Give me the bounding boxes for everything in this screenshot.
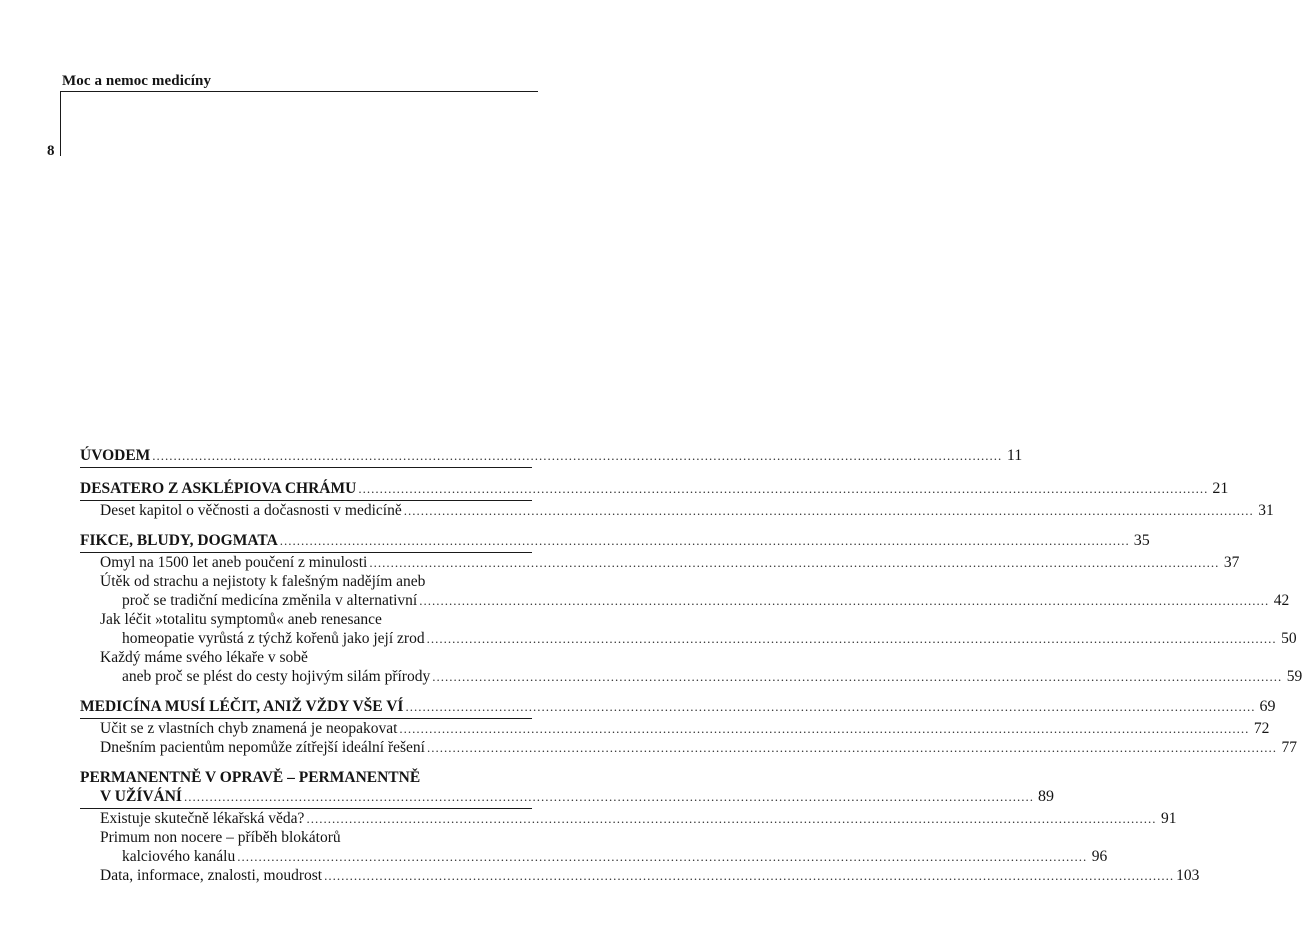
- toc-section: [80, 768, 1054, 809]
- toc-page-number: 11: [1006, 447, 1023, 464]
- toc-entry-title: DESATERO Z ASKLÉPIOVA CHRÁMU: [80, 480, 357, 497]
- toc-subentry: [100, 809, 1177, 828]
- dot-leader: ........................................................................................................................................................................................................: [426, 631, 1277, 646]
- toc-entry-title: Dnešním pacientům nepomůže zítřejší ideální řešení: [100, 739, 425, 756]
- toc-page-number: 77: [1281, 739, 1297, 756]
- dot-leader: ........................................................................................................................................................................................................: [426, 740, 1277, 755]
- toc-section: [80, 479, 1229, 501]
- toc-page-number: 89: [1037, 788, 1054, 805]
- toc-entry-title: V UŽÍVÁNÍ: [100, 788, 182, 805]
- toc-entry-title: Primum non nocere – příběh blokátorů: [100, 829, 341, 846]
- toc-page-number: 42: [1273, 592, 1290, 609]
- dot-leader: ........................................................................................................................................................................................................: [152, 448, 1003, 463]
- toc-entry-title: Deset kapitol o věčnosti a dočasnosti v medicíně: [100, 502, 402, 519]
- page-number: 8: [47, 143, 55, 159]
- header-rule: [60, 91, 538, 92]
- toc-subentry: [100, 866, 1200, 885]
- toc-section: [80, 697, 1276, 719]
- section-rule: [80, 467, 532, 468]
- toc-entry-title: Učit se z vlastních chyb znamená je neopakovat: [100, 720, 398, 737]
- dot-leader: ........................................................................................................................................................................................................: [358, 481, 1209, 496]
- toc-entry-title: homeopatie vyrůstá z týchž kořenů jako její zrod: [122, 630, 425, 647]
- toc-entry-title: Data, informace, znalosti, moudrost: [100, 867, 323, 884]
- toc-entry-title: Útěk od strachu a nejistoty k falešným nadějím aneb: [100, 573, 426, 590]
- toc-subentry: [100, 501, 1274, 520]
- dot-leader: ........................................................................................................................................................................................................: [279, 533, 1130, 548]
- toc-page-number: 91: [1160, 810, 1177, 827]
- running-title: Moc a nemoc medicíny: [62, 73, 212, 89]
- toc-subentry: [100, 553, 1240, 572]
- toc-section: [80, 446, 1023, 468]
- toc-page-number: 50: [1281, 630, 1297, 647]
- margin-rule: [60, 92, 61, 156]
- toc-entry-title: FIKCE, BLUDY, DOGMATA: [80, 532, 278, 549]
- dot-leader: ........................................................................................................................................................................................................: [306, 811, 1157, 826]
- toc-entry-title: kalciového kanálu: [122, 848, 236, 865]
- toc-subentry: [100, 648, 1302, 686]
- toc-entry-title: MEDICÍNA MUSÍ LÉČIT, ANIŽ VŽDY VŠE VÍ: [80, 698, 404, 715]
- toc-entry-title: Omyl na 1500 let aneb poučení z minulosti: [100, 554, 368, 571]
- toc-entry-title: ÚVODEM: [80, 447, 151, 464]
- dot-leader: ........................................................................................................................................................................................................: [405, 699, 1256, 714]
- toc-entry-title: proč se tradiční medicína změnila v alternativní: [122, 592, 418, 609]
- toc-page-number: 31: [1258, 502, 1274, 519]
- toc-page-number: 59: [1286, 668, 1302, 685]
- toc-page-number: 37: [1223, 554, 1240, 571]
- toc-page-number: 72: [1253, 720, 1270, 737]
- toc-subentry: [100, 828, 1108, 866]
- dot-leader: ........................................................................................................................................................................................................: [324, 868, 1175, 883]
- toc-subentry: [100, 738, 1297, 757]
- dot-leader: ........................................................................................................................................................................................................: [403, 503, 1254, 518]
- toc-page-number: 35: [1133, 532, 1150, 549]
- toc-subentry: [100, 719, 1270, 738]
- dot-leader: ........................................................................................................................................................................................................: [237, 849, 1088, 864]
- dot-leader: ........................................................................................................................................................................................................: [183, 789, 1034, 804]
- toc-page-number: 21: [1212, 480, 1229, 497]
- toc-subentry: [100, 610, 1297, 648]
- toc-entry-title: PERMANENTNĚ V OPRAVĚ – PERMANENTNĚ: [80, 769, 421, 786]
- toc-page-number: 96: [1091, 848, 1108, 865]
- dot-leader: ........................................................................................................................................................................................................: [419, 593, 1270, 608]
- toc-entry-title: aneb proč se plést do cesty hojivým silám přírody: [122, 668, 431, 685]
- toc-page-number: 69: [1259, 698, 1276, 715]
- toc-page-number: 103: [1176, 867, 1200, 884]
- toc-entry-title: Existuje skutečně lékařská věda?: [100, 810, 305, 827]
- toc-subentry: [100, 572, 1290, 610]
- toc-entry-title: Jak léčit »totalitu symptomů« aneb renesance: [100, 611, 382, 628]
- table-of-contents: [80, 446, 1302, 885]
- dot-leader: ........................................................................................................................................................................................................: [399, 721, 1250, 736]
- toc-section: [80, 531, 1150, 553]
- dot-leader: ........................................................................................................................................................................................................: [369, 555, 1220, 570]
- dot-leader: ........................................................................................................................................................................................................: [432, 669, 1283, 684]
- toc-entry-title: Každý máme svého lékaře v sobě: [100, 649, 308, 666]
